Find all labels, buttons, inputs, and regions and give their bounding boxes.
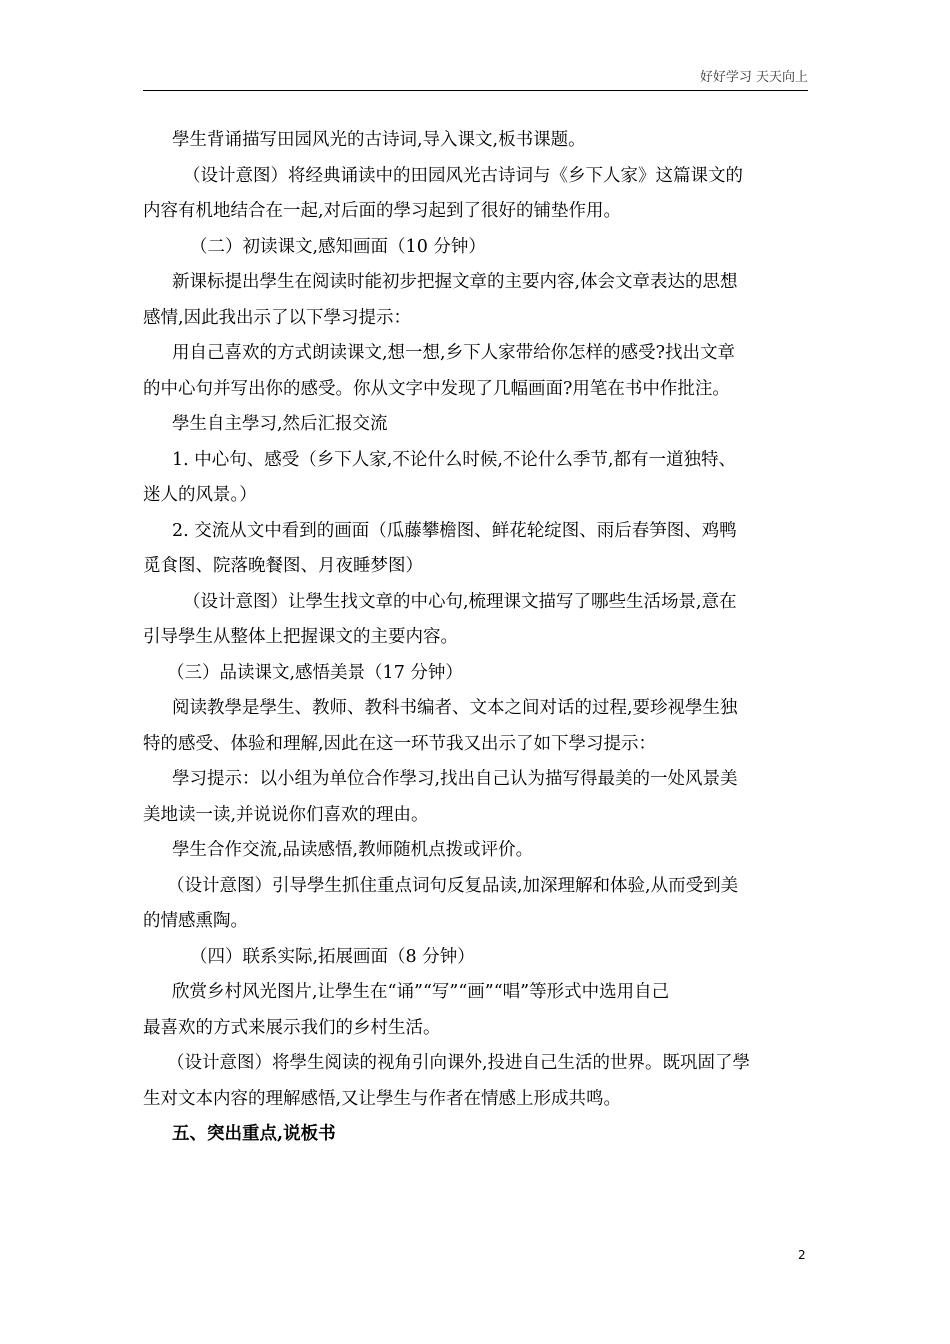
paragraph-line: 特的感受、体验和理解,因此在这一环节我又出示了如下學习提示：: [143, 733, 657, 754]
paragraph-line: 1. 中心句、感受（乡下人家,不论什么时候,不论什么季节,都有一道独特、: [172, 449, 736, 470]
section-heading: （四）联系实际,拓展画面（8 分钟）: [190, 946, 475, 967]
section-heading-bold: 五、突出重点,说板书: [172, 1124, 336, 1144]
paragraph-line: 2. 交流从文中看到的画面（瓜藤攀檐图、鲜花轮绽图、雨后春笋图、鸡鸭: [172, 520, 737, 541]
paragraph-line: （设计意图）将经典诵读中的田园风光古诗词与《乡下人家》这篇课文的: [183, 165, 743, 186]
paragraph-line: 觅食图、院落晚餐图、月夜睡梦图）: [143, 556, 423, 576]
paragraph-line: 學生合作交流,品读感悟,教师随机点拨或评价。: [172, 840, 534, 860]
section-heading: （二）初读课文,感知画面（10 分钟）: [190, 236, 486, 257]
paragraph-line: 新课标提出學生在阅读时能初步把握文章的主要内容,体会文章表达的思想: [172, 272, 738, 292]
paragraph-line: 最喜欢的方式来展示我们的乡村生活。: [143, 1017, 441, 1038]
paragraph-line: 内容有机地结合在一起,对后面的學习起到了很好的铺垫作用。: [143, 201, 622, 221]
paragraph-line: 生对文本内容的理解感悟,又让學生与作者在情感上形成共鸣。: [143, 1088, 622, 1109]
paragraph-line: 的情感熏陶。: [143, 911, 248, 931]
paragraph-line: 學习提示：以小组为单位合作學习,找出自己认为描写得最美的一处风景美: [172, 769, 738, 789]
paragraph-line: 的中心句并写出你的感受。你从文字中发现了几幅画面?用笔在书中作批注。: [143, 378, 730, 399]
paragraph-line: 欣赏乡村风光图片,让學生在“诵”“写”“画”“唱”等形式中选用自己: [172, 982, 670, 1002]
paragraph-line: （设计意图）将學生阅读的视角引向课外,投进自己生活的世界。既巩固了學: [167, 1053, 751, 1073]
header-text: 好好学习 天天向上: [699, 70, 808, 85]
document-body: [143, 123, 808, 1153]
paragraph-line: 引导學生从整体上把握课文的主要内容。: [143, 627, 458, 647]
paragraph-line: 美地读一读,并说说你们喜欢的理由。: [143, 804, 429, 825]
paragraph-line: 迷人的风景。）: [143, 485, 257, 505]
paragraph-line: 學生背诵描写田园风光的古诗词,导入课文,板书课题。: [172, 130, 586, 150]
page-number: 2: [798, 1248, 806, 1262]
paragraph-line: （设计意图）让學生找文章的中心句,梳理课文描写了哪些生活场景,意在: [183, 591, 737, 612]
paragraph-line: 感情,因此我出示了以下學习提示：: [143, 307, 412, 328]
paragraph-line: 阅读教學是學生、教师、教科书编者、文本之间对话的过程,要珍视學生独: [172, 698, 738, 718]
paragraph-line: 學生自主學习,然后汇报交流: [172, 414, 388, 434]
paragraph-line: 用自己喜欢的方式朗读课文,想一想,乡下人家带给你怎样的感受?找出文章: [172, 343, 736, 363]
section-heading: （三）品读课文,感悟美景（17 分钟）: [167, 662, 463, 683]
paragraph-line: （设计意图）引导學生抓住重点词句反复品读,加深理解和体验,从而受到美: [167, 875, 739, 896]
page-header: [143, 62, 808, 91]
